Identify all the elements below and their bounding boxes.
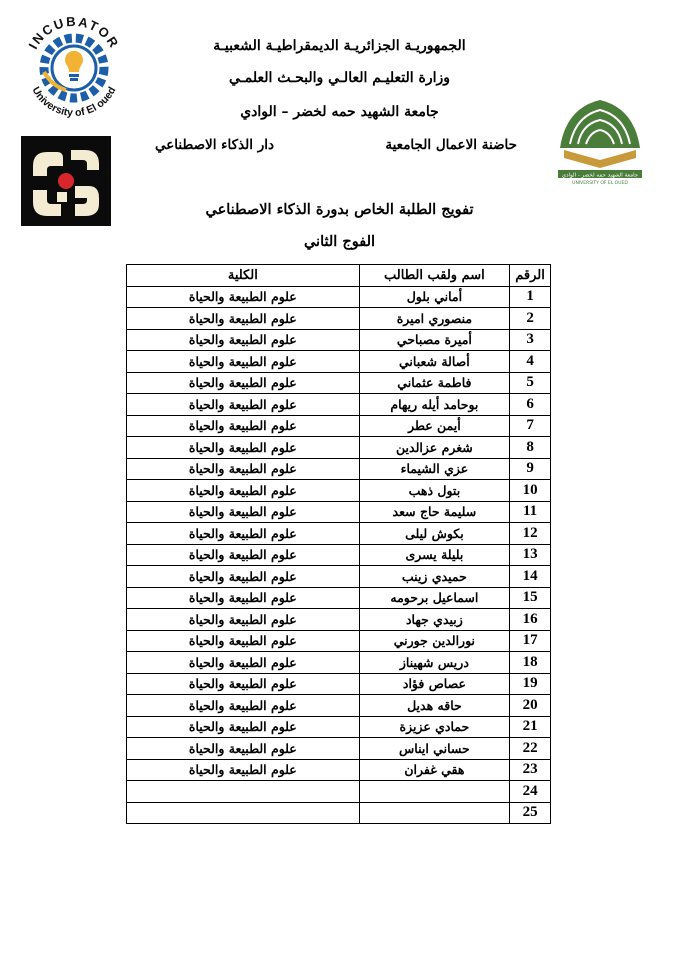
- row-number: 6: [510, 394, 551, 416]
- row-number: 4: [510, 351, 551, 373]
- student-name: حمادي عزيزة: [359, 716, 509, 738]
- student-faculty: علوم الطبيعة والحياة: [127, 480, 360, 502]
- row-number: 10: [510, 480, 551, 502]
- table-header-row: [127, 265, 551, 287]
- students-table: [126, 264, 551, 824]
- table-row: [127, 372, 551, 394]
- student-faculty: علوم الطبيعة والحياة: [127, 308, 360, 330]
- group-title: الفوج الثاني: [303, 233, 376, 250]
- row-number: 21: [510, 716, 551, 738]
- incubator-logo-bottom-text: University of El oued: [29, 84, 119, 120]
- student-name: سليمة حاج سعد: [359, 501, 509, 523]
- table-row: [127, 781, 551, 803]
- header-name: اسم ولقب الطالب: [359, 265, 509, 287]
- student-name: بوحامد أيله ريهام: [359, 394, 509, 416]
- table-row: [127, 480, 551, 502]
- table-row: [127, 695, 551, 717]
- student-faculty: علوم الطبيعة والحياة: [127, 437, 360, 459]
- row-number: 19: [510, 673, 551, 695]
- table-row: [127, 587, 551, 609]
- student-faculty: علوم الطبيعة والحياة: [127, 329, 360, 351]
- table-row: [127, 394, 551, 416]
- student-faculty: علوم الطبيعة والحياة: [127, 738, 360, 760]
- header-university: جامعة الشهيد حمه لخضر – الوادي: [240, 104, 439, 120]
- student-faculty: علوم الطبيعة والحياة: [127, 501, 360, 523]
- student-faculty: علوم الطبيعة والحياة: [127, 415, 360, 437]
- student-name: حساني ايناس: [359, 738, 509, 760]
- student-name: نورالدين جورني: [359, 630, 509, 652]
- header-num: الرقم: [510, 265, 551, 287]
- table-row: [127, 308, 551, 330]
- row-number: 5: [510, 372, 551, 394]
- student-faculty: علوم الطبيعة والحياة: [127, 523, 360, 545]
- row-number: 15: [510, 587, 551, 609]
- student-name: هقي غفران: [359, 759, 509, 781]
- university-logo-caption: جامعة الشهيد حمه لخضر - الوادي: [561, 172, 639, 179]
- table-row: [127, 329, 551, 351]
- row-number: 7: [510, 415, 551, 437]
- table-row: [127, 652, 551, 674]
- student-faculty: علوم الطبيعة والحياة: [127, 351, 360, 373]
- table-row: [127, 523, 551, 545]
- student-name: أماني بلول: [359, 286, 509, 308]
- student-faculty: علوم الطبيعة والحياة: [127, 394, 360, 416]
- student-faculty: علوم الطبيعة والحياة: [127, 609, 360, 631]
- table-row: [127, 716, 551, 738]
- incubator-logo-top-text: INCUBATOR: [25, 13, 123, 52]
- row-number: 17: [510, 630, 551, 652]
- student-name: زبيدي جهاد: [359, 609, 509, 631]
- table-row: [127, 673, 551, 695]
- row-number: 24: [510, 781, 551, 803]
- row-number: 12: [510, 523, 551, 545]
- header-incubator-label: حاضنة الاعمال الجامعية: [385, 137, 517, 153]
- student-name: فاطمة عثماني: [359, 372, 509, 394]
- student-faculty: علوم الطبيعة والحياة: [127, 630, 360, 652]
- student-faculty: علوم الطبيعة والحياة: [127, 587, 360, 609]
- table-row: [127, 437, 551, 459]
- student-name: شغرم عزالدين: [359, 437, 509, 459]
- student-name: أصالة شعباني: [359, 351, 509, 373]
- row-number: 22: [510, 738, 551, 760]
- table-row: [127, 738, 551, 760]
- student-name: منصوري اميرة: [359, 308, 509, 330]
- row-number: 25: [510, 802, 551, 824]
- student-faculty: علوم الطبيعة والحياة: [127, 652, 360, 674]
- header-ministry: وزارة التعليـم العالـي والبحـث العلمـي: [228, 70, 451, 86]
- student-name: بكوش ليلى: [359, 523, 509, 545]
- table-row: [127, 802, 551, 824]
- student-faculty: علوم الطبيعة والحياة: [127, 759, 360, 781]
- row-number: 2: [510, 308, 551, 330]
- student-name: حميدي زينب: [359, 566, 509, 588]
- row-number: 8: [510, 437, 551, 459]
- student-faculty: علوم الطبيعة والحياة: [127, 372, 360, 394]
- student-name: أميرة مصباحي: [359, 329, 509, 351]
- row-number: 23: [510, 759, 551, 781]
- student-name: حاقه هديل: [359, 695, 509, 717]
- table-row: [127, 458, 551, 480]
- table-row: [127, 630, 551, 652]
- header-republic: الجمهوريـة الجزائريـة الديمقراطيـة الشعبيـة: [213, 38, 466, 54]
- student-name: أيمن عطر: [359, 415, 509, 437]
- row-number: 14: [510, 566, 551, 588]
- student-faculty: علوم الطبيعة والحياة: [127, 286, 360, 308]
- row-number: 9: [510, 458, 551, 480]
- table-row: [127, 759, 551, 781]
- table-row: [127, 286, 551, 308]
- student-name: اسماعيل برحومه: [359, 587, 509, 609]
- student-name: دريس شهيناز: [359, 652, 509, 674]
- student-name: بتول ذهب: [359, 480, 509, 502]
- student-name: عصاص فؤاد: [359, 673, 509, 695]
- student-faculty: علوم الطبيعة والحياة: [127, 695, 360, 717]
- student-name: عزي الشيماء: [359, 458, 509, 480]
- header-ai-house-label: دار الذكاء الاصطناعي: [155, 137, 275, 153]
- student-name: [359, 781, 509, 803]
- row-number: 1: [510, 286, 551, 308]
- table-row: [127, 351, 551, 373]
- student-faculty: [127, 802, 360, 824]
- student-faculty: علوم الطبيعة والحياة: [127, 716, 360, 738]
- student-name: بليلة يسرى: [359, 544, 509, 566]
- row-number: 11: [510, 501, 551, 523]
- table-row: [127, 566, 551, 588]
- student-faculty: علوم الطبيعة والحياة: [127, 458, 360, 480]
- table-row: [127, 501, 551, 523]
- university-logo-caption-en: UNIVERSITY OF EL OUED: [572, 181, 628, 186]
- row-number: 20: [510, 695, 551, 717]
- row-number: 3: [510, 329, 551, 351]
- student-name: [359, 802, 509, 824]
- row-number: 13: [510, 544, 551, 566]
- document-title: تفويج الطلبة الخاص بدورة الذكاء الاصطناعي: [205, 201, 474, 218]
- table-row: [127, 609, 551, 631]
- student-faculty: [127, 781, 360, 803]
- row-number: 16: [510, 609, 551, 631]
- table-row: [127, 415, 551, 437]
- header-faculty: الكلية: [127, 265, 360, 287]
- student-faculty: علوم الطبيعة والحياة: [127, 673, 360, 695]
- row-number: 18: [510, 652, 551, 674]
- student-faculty: علوم الطبيعة والحياة: [127, 544, 360, 566]
- table-row: [127, 544, 551, 566]
- student-faculty: علوم الطبيعة والحياة: [127, 566, 360, 588]
